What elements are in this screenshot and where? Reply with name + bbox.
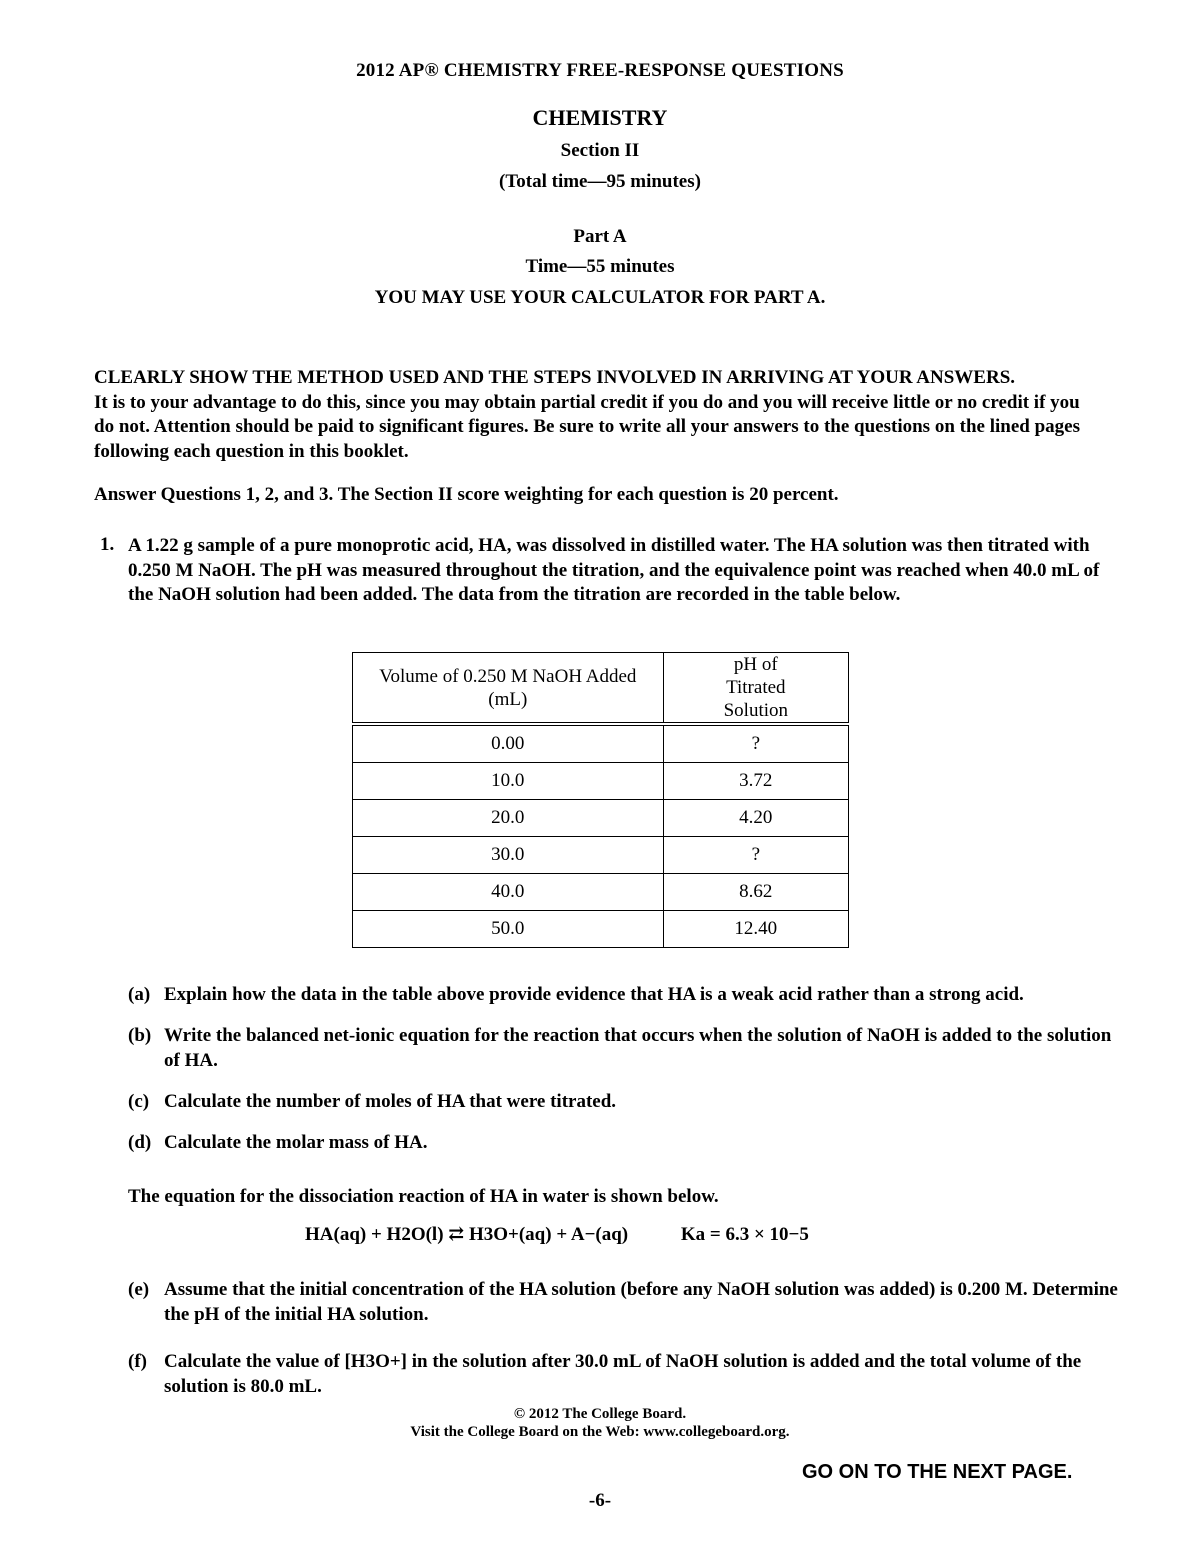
header-ap-title: 2012 AP® CHEMISTRY FREE-RESPONSE QUESTIONS bbox=[356, 60, 844, 81]
table-row bbox=[353, 724, 849, 763]
page-header-title bbox=[0, 60, 1200, 82]
table-cell-ph: 8.62 bbox=[663, 874, 848, 911]
table-cell-ph: 12.40 bbox=[663, 911, 848, 948]
titration-table bbox=[352, 652, 849, 948]
go-on-note: GO ON TO THE NEXT PAGE. bbox=[802, 1461, 1073, 1483]
instructions-rest: It is to your advantage to do this, since you may obtain partial credit if you do and you will receive little or no credit if you do not. Attention should be paid to significant figures. Be sure to write all your answers to the questions on the lined pages following each question in this booklet. bbox=[94, 391, 1080, 462]
subject-title: CHEMISTRY bbox=[532, 105, 668, 130]
website-note: Visit the College Board on the Web: www.collegeboard.org. bbox=[410, 1424, 790, 1440]
table-cell-ph: ? bbox=[663, 837, 848, 874]
question-part-c bbox=[128, 1090, 1118, 1115]
question-part-d bbox=[128, 1131, 1118, 1156]
question-part-e bbox=[128, 1278, 1118, 1327]
table-row bbox=[353, 874, 849, 911]
table-row bbox=[353, 837, 849, 874]
table-cell-volume: 20.0 bbox=[353, 800, 664, 837]
part-d-label: (d) bbox=[128, 1132, 152, 1153]
part-f-text: Calculate the value of [H3O+] in the solution after 30.0 mL of NaOH solution is added and the total volume of the solution is 80.0 mL. bbox=[164, 1351, 1082, 1397]
equation-intro: The equation for the dissociation reaction of HA in water is shown below. bbox=[128, 1186, 719, 1207]
instructions-line1: CLEARLY SHOW THE METHOD USED AND THE STEPS INVOLVED IN ARRIVING AT YOUR ANSWERS. bbox=[94, 367, 1016, 388]
section-title: Section II bbox=[560, 140, 640, 161]
part-e-label: (e) bbox=[128, 1279, 150, 1300]
table-cell-volume: 40.0 bbox=[353, 874, 664, 911]
question-part-b bbox=[128, 1024, 1118, 1073]
page-number: -6- bbox=[588, 1490, 612, 1511]
part-time: Time—55 minutes bbox=[525, 256, 675, 277]
table-cell-volume: 0.00 bbox=[353, 724, 664, 763]
table-cell-ph: 4.20 bbox=[663, 800, 848, 837]
dissociation-equation bbox=[305, 1223, 809, 1246]
part-e-text: Assume that the initial concentration of the HA solution (before any NaOH solution was added) is 0.200 M. Determine the pH of the initial HA solution. bbox=[164, 1279, 1118, 1325]
answer-questions-note: Answer Questions 1, 2, and 3. The Section II score weighting for each question is 20 percent. bbox=[94, 484, 839, 505]
table-header-ph: pH of Titrated Solution bbox=[663, 653, 848, 725]
calculator-note: YOU MAY USE YOUR CALCULATOR FOR PART A. bbox=[374, 287, 826, 308]
question-number: 1. bbox=[100, 534, 115, 555]
part-c-text: Calculate the number of moles of HA that were titrated. bbox=[164, 1091, 617, 1112]
part-c-label: (c) bbox=[128, 1091, 150, 1112]
part-f-label: (f) bbox=[128, 1351, 147, 1372]
instructions bbox=[94, 366, 1104, 464]
question-part-a bbox=[128, 983, 1118, 1008]
equation-text: HA(aq) + H2O(l) ⇄ H3O+(aq) + A−(aq) bbox=[305, 1224, 629, 1245]
table-row bbox=[353, 800, 849, 837]
table-cell-volume: 10.0 bbox=[353, 763, 664, 800]
part-b-text: Write the balanced net-ionic equation for the reaction that occurs when the solution of NaOH is added to the solution of HA. bbox=[164, 1025, 1112, 1071]
ka-value: Ka = 6.3 × 10−5 bbox=[680, 1224, 809, 1245]
table-cell-ph: 3.72 bbox=[663, 763, 848, 800]
table-row bbox=[353, 911, 849, 948]
part-b-label: (b) bbox=[128, 1025, 152, 1046]
table-cell-volume: 50.0 bbox=[353, 911, 664, 948]
question-part-f bbox=[128, 1350, 1118, 1399]
part-d-text: Calculate the molar mass of HA. bbox=[164, 1132, 428, 1153]
part-a-text: Explain how the data in the table above provide evidence that HA is a weak acid rather than a strong acid. bbox=[164, 984, 1024, 1005]
part-a-label: (a) bbox=[128, 984, 151, 1005]
table-header-volume: Volume of 0.250 M NaOH Added (mL) bbox=[353, 653, 664, 725]
total-time: (Total time—95 minutes) bbox=[499, 171, 701, 192]
table-cell-ph: ? bbox=[663, 724, 848, 763]
table-cell-volume: 30.0 bbox=[353, 837, 664, 874]
copyright: © 2012 The College Board. bbox=[513, 1406, 687, 1422]
question-intro: A 1.22 g sample of a pure monoprotic acid, HA, was dissolved in distilled water. The HA solution was then titrated with 0.250 M NaOH. The pH was measured throughout the titration, and the equivalence point was reached when 40.0 mL of the NaOH solution had been added. The data from the titration are recorded in the table below. bbox=[128, 535, 1100, 605]
part-title: Part A bbox=[573, 226, 627, 247]
table-row bbox=[353, 763, 849, 800]
